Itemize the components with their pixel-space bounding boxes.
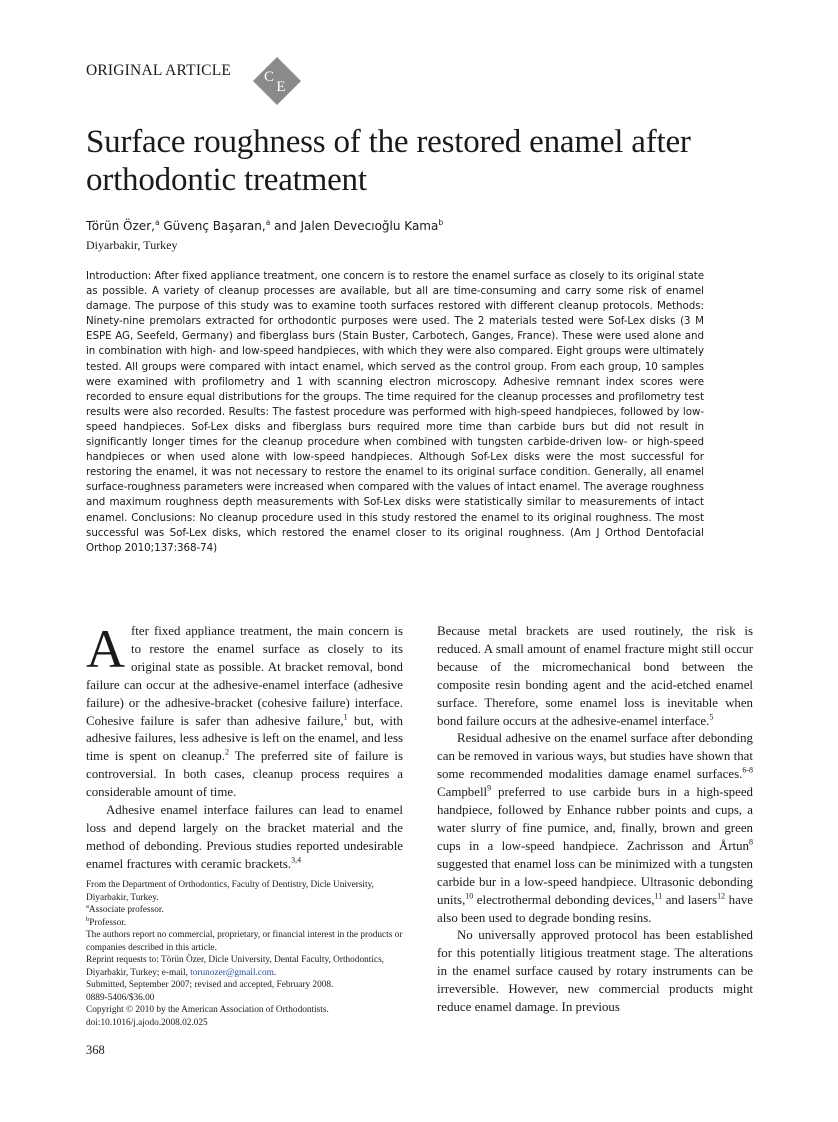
text-run: Associate professor. [88,905,164,915]
footnote-associate [86,904,404,917]
citation-ref[interactable]: 1 [343,712,348,722]
footnote-submitted: Submitted, September 2007; revised and accepted, February 2008. [86,980,334,990]
text-run: Because metal brackets are used routinely, the risk is reduced. A small amount of enamel fracture might still occur because of the micromechanical bond between the composite resin bonding agent and the acid-etched enamel surface. Therefore, some enamel loss is inevitable when bond failure occurs at the adhesive-enamel interface. [437,624,753,728]
text-run: Professor. [89,917,127,928]
citation-ref[interactable]: 12 [717,891,726,901]
footnote-doi[interactable]: doi:10.1016/j.ajodo.2008.02.025 [86,1017,208,1028]
text-run: fter fixed appliance treatment, the main concern is to restore the enamel surface as closely to its original state as possible. At bracket removal, bond failure can occur at the adhesive-enamel interface (adhesive failure) or the adhesive-bracket (cohesive failure) interface. Cohesive failure is safer than adhesive failure, [86,624,403,728]
continuing-education-badge-icon [252,56,302,106]
body-paragraph [437,623,753,730]
author-affiliation-mark: a [265,218,271,227]
text-run: Residual adhesive on the enamel surface after debonding can be removed in various ways, but studies have shown that some recommended modalities damage enamel surfaces. [437,731,753,782]
text-run: have also been used to degrade bonding resins. [437,892,753,925]
footnote-reprint [86,954,404,979]
text-run: suggested that enamel loss can be minimized with a tungsten carbide bur in a low-speed handpiece. Ultrasonic debonding units, [437,856,753,907]
email-link[interactable]: torunozer@gmail.com [190,967,274,978]
body-column-right [437,623,753,1017]
drop-cap: A [86,619,125,679]
author-name: Törün Özer, [86,219,155,233]
footnote-professor [86,917,404,930]
author-affiliation-mark: b [438,218,444,227]
citation-ref[interactable]: 3,4 [291,855,302,865]
text-run: preferred to use carbide burs in a high-speed handpiece, followed by Enhance rubber points and cups, a water slurry of fine pumice, and, finally, brown and green cups in a low-speed handpiece. Zachrisson and Årtun [437,785,753,853]
abstract: Introduction: After fixed appliance treatment, one concern is to restore the enamel surface as closely to its original state as possible. A variety of cleanup processes are available, but all are time-consuming and carry some risk of enamel damage. The purpose of this study was to examine tooth surfaces restored with different cleanup protocols. Methods: Ninety-nine premolars extracted for orthodontic purposes were used. The 2 materials tested were Sof-Lex disks (3 M ESPE AG, Seefeld, Germany) and fiberglass burs (Stain Buster, Carbotech, Ganges, France). These were used alone and in combination with high- and low-speed handpieces, with which they were also compared. Eight groups were ultimately tested. All groups were compared with intact enamel, which served as the control group. From each group, 10 samples were examined with profilometry and 1 with scanning electron microscopy. Adhesive remnant index scores were recorded to ensure equal distributions for the groups. The time required for the cleanup processes and profilometry test results were also recorded. Results: The fastest procedure was performed with high-speed handpieces, followed by low-speed handpieces. Sof-Lex disks and fiberglass burs required more time than carbide burs but did not result in significantly longer times for the cleanup procedure when combined with tungsten carbide-driven low- or high-speed handpieces or when used alone with low-speed handpieces. Although Sof-Lex disks were the most successful for restoring the enamel, it was not necessary to restore the enamel to its original surface condition. Generally, all enamel surface-roughness parameters were increased when compared with the values of intact enamel. The average roughness and maximum roughness depth measurements with Sof-Lex disks were statistically similar to measurements of intact enamel. Conclusions: No cleanup procedure used in this study restored the enamel to its original roughness. The most successful was Sof-Lex disks, which restored the enamel closer to its original roughness. (Am J Orthod Dentofacial Orthop 2010;137:368-74) [86,270,704,554]
citation-ref[interactable]: 8 [749,837,753,847]
text-run: and lasers [662,892,718,907]
text-run: but, with adhesive failures, less adhesive is left on the enamel, and less time is spent on cleanup. [86,713,403,764]
footnote-mark: b [86,915,90,923]
citation-ref[interactable]: 2 [224,748,229,758]
footnote-issn: 0889-5406/$36.00 [86,992,155,1003]
body-paragraph: No universally approved protocol has been established for this potentially litigious treatment stage. The alterations in the enamel surface caused by rotary instruments can be irreversible. However, new commercial products might reduce enamel damage. In previous [437,928,753,1015]
body-column-left [86,619,403,874]
page-number: 368 [86,1043,105,1057]
text-run: electrothermal debonding devices, [473,892,655,907]
footnote-disclosure: The authors report no commercial, proprietary, or financial interest in the products or companies described in this article. [86,930,403,953]
text-run: The preferred site of failure is controversial. In both cases, cleanup process requires a considerable amount of time. [86,749,403,800]
citation-ref[interactable]: 10 [465,891,474,901]
text-run: Campbell [437,785,488,800]
body-paragraph [437,730,753,927]
footnote-department: From the Department of Orthodontics, Faculty of Dentistry, Dicle University, Diyarbakir, Turkey. [86,880,374,903]
body-paragraph [86,619,403,802]
section-label: ORIGINAL ARTICLE [86,62,232,79]
text-run: Adhesive enamel interface failures can lead to enamel loss and depend largely on the bracket material and the method of debonding. Previous studies reported undesirable enamel fractures with ceramic brackets. [86,803,403,871]
footnote-copyright: Copyright © 2010 by the American Association of Orthodontists. [86,1005,329,1015]
article-footnotes [86,879,404,1029]
author-name: and Jalen Devecıoğlu Kama [274,219,439,233]
footnote-mark: a [86,902,89,910]
author-name: Güvenç Başaran, [163,219,266,233]
text-run: Reprint requests to: Törün Özer, Dicle University, Dental Faculty, Orthodontics, Diyarbakir, Turkey; e-mail, [86,955,385,978]
article-title: Surface roughness of the restored enamel after orthodontic treatment [86,124,691,198]
citation-ref[interactable]: 11 [654,891,663,901]
citation-ref[interactable]: 5 [709,712,714,722]
author-location: Diyarbakir, Turkey [86,238,178,252]
author-list [86,219,443,233]
citation-ref[interactable]: 6-8 [742,765,753,775]
body-paragraph [86,802,403,874]
text-run: . [273,967,277,978]
badge-letter-e: E [276,79,286,95]
citation-ref[interactable]: 9 [487,783,492,793]
badge-letter-c: C [263,69,275,85]
author-affiliation-mark: a [154,218,160,227]
